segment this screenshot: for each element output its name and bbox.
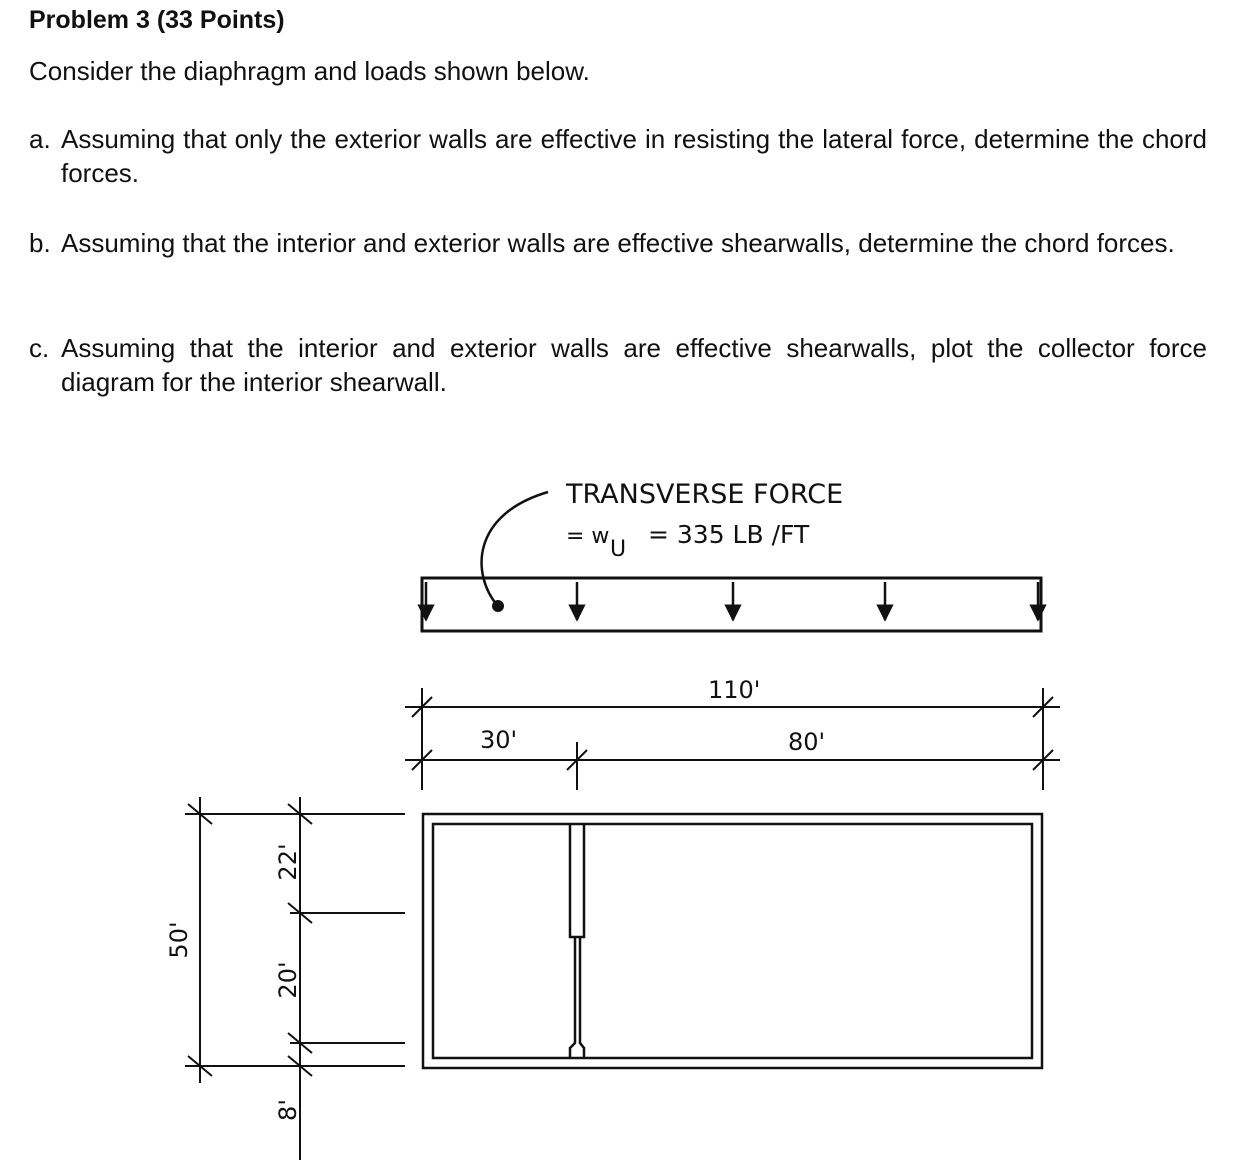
interior-wall-upper bbox=[570, 824, 584, 937]
force-label-sub: U bbox=[610, 537, 627, 562]
force-label-eq: = w bbox=[566, 524, 610, 549]
force-leader-line bbox=[482, 492, 548, 605]
part-a-label: a. bbox=[29, 124, 51, 154]
force-label-value: = 335 LB /FT bbox=[648, 520, 810, 549]
dim-right-bay-label: 80' bbox=[788, 728, 826, 756]
dim-middle-gap-label: 20' bbox=[274, 961, 302, 999]
problem-intro: Consider the diaphragm and loads shown below. bbox=[29, 56, 590, 86]
dim-left-bay-label: 30' bbox=[480, 726, 518, 754]
building-plan bbox=[423, 814, 1042, 1068]
dim-total-width-label: 50' bbox=[165, 921, 193, 959]
part-c-label: c. bbox=[29, 333, 50, 363]
interior-wall-lower bbox=[570, 937, 584, 1058]
part-b-text: Assuming that the interior and exterior walls are effective shearwalls, determine the chord forces. bbox=[61, 228, 1175, 258]
exterior-wall-inner bbox=[433, 824, 1032, 1058]
dim-top-wall-label: 22' bbox=[274, 843, 302, 881]
part-c-text: Assuming that the interior and exterior walls are effective shearwalls, plot the collector force diagram for the interior shearwall. bbox=[61, 333, 1207, 397]
dim-total-length-label: 110' bbox=[708, 676, 761, 704]
dim-bottom-wall-label: 8' bbox=[274, 1099, 302, 1121]
leader-dot bbox=[492, 600, 504, 612]
exterior-wall-outer bbox=[423, 814, 1042, 1068]
part-a-text: Assuming that only the exterior walls are effective in resisting the lateral force, determine the chord forces. bbox=[61, 124, 1207, 188]
force-label-line1: TRANSVERSE FORCE bbox=[566, 479, 844, 510]
load-arrows bbox=[426, 582, 1038, 620]
distributed-load-band bbox=[422, 578, 1041, 631]
part-b-label: b. bbox=[29, 228, 51, 258]
problem-title: Problem 3 (33 Points) bbox=[29, 6, 285, 34]
